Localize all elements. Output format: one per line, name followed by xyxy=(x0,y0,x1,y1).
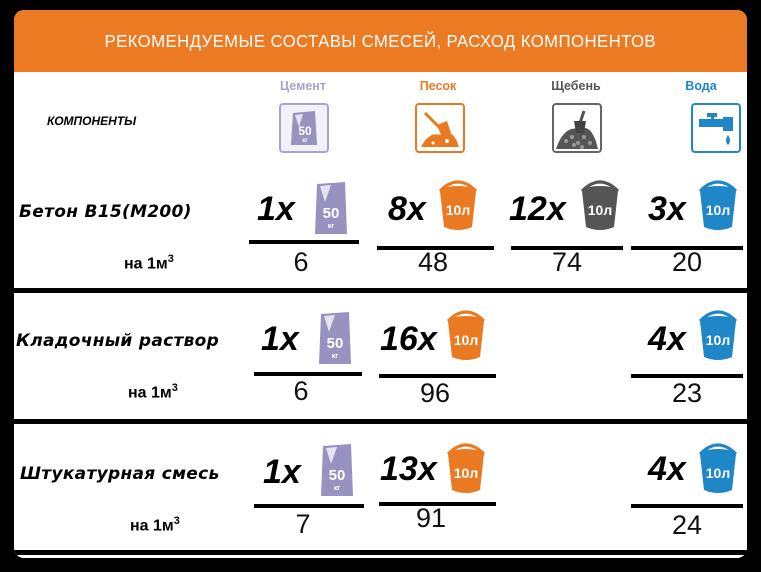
svg-text:50: 50 xyxy=(328,467,346,484)
concrete-sand-value: 48 xyxy=(417,247,449,277)
masonry-sand-mult: 16х xyxy=(380,320,437,358)
sand-shovel-icon xyxy=(415,103,465,153)
plaster-cement-mult: 1х xyxy=(263,453,301,491)
column-title-sand: Песок xyxy=(419,79,457,93)
masonry-cement-mult: 1х xyxy=(261,320,299,358)
cement-icon-unit: кг xyxy=(302,138,308,144)
row-separator xyxy=(14,419,747,424)
cement-bag-icon xyxy=(315,310,355,371)
plaster-water-mult: 4х xyxy=(648,450,686,488)
row-per-label: на $1м^3$ xyxy=(124,253,174,273)
masonry-water-mult: 4х xyxy=(648,320,686,358)
svg-text:кг: кг xyxy=(331,353,339,360)
header-title: РЕКОМЕНДУЕМЫЕ СОСТАВЫ СМЕСЕЙ, РАСХОД КОМПОНЕНТОВ xyxy=(104,30,657,51)
column-title-gravel: Щебень xyxy=(551,79,601,93)
concrete-water-mult: 3х xyxy=(648,190,686,228)
svg-text:10л: 10л xyxy=(453,465,479,481)
components-label: КОМПОНЕНТЫ xyxy=(47,114,137,128)
plaster-cement-value: 7 xyxy=(295,509,311,539)
svg-text:10л: 10л xyxy=(587,202,613,218)
svg-text:10л: 10л xyxy=(705,465,731,481)
concrete-cement-value: 6 xyxy=(293,247,309,277)
svg-text:кг: кг xyxy=(327,223,335,230)
svg-text:10л: 10л xyxy=(445,202,471,218)
plaster-cement-underline xyxy=(254,504,364,508)
masonry-cement-value: 6 xyxy=(293,376,309,406)
plaster-sand-mult: 13х xyxy=(380,450,437,488)
svg-text:10л: 10л xyxy=(705,202,731,218)
sand-bucket-icon xyxy=(442,440,490,501)
plaster-water-value: 24 xyxy=(671,510,703,540)
water-bucket-icon xyxy=(694,440,742,501)
row-per-label: на $1м^3$ xyxy=(130,515,180,535)
cement-bag-icon xyxy=(311,180,351,241)
concrete-cement-underline xyxy=(249,240,359,244)
row-separator xyxy=(14,288,747,293)
row-name-concrete: Бетон В15(М200) xyxy=(19,202,192,222)
gravel-shovel-icon xyxy=(552,103,602,153)
concrete-cement-mult: 1х xyxy=(257,190,295,228)
concrete-sand-mult: 8х xyxy=(388,190,426,228)
masonry-sand-value: 96 xyxy=(419,378,451,408)
gravel-bucket-icon xyxy=(576,177,624,238)
plaster-sand-value: 91 xyxy=(415,503,447,533)
svg-text:10л: 10л xyxy=(705,332,731,348)
concrete-gravel-mult: 12х xyxy=(509,190,566,228)
water-tap-icon xyxy=(691,103,741,153)
row-separator xyxy=(14,550,747,555)
cement-bag-icon xyxy=(279,103,329,153)
row-name-masonry: Кладочный раствор xyxy=(16,331,220,351)
svg-text:50: 50 xyxy=(322,205,340,222)
water-bucket-icon xyxy=(694,177,742,238)
sand-bucket-icon xyxy=(434,177,482,238)
svg-text:10л: 10л xyxy=(453,332,479,348)
cement-icon-weight: 50 xyxy=(298,124,312,138)
row-per-label: на $1м^3$ xyxy=(128,382,178,402)
sand-bucket-icon xyxy=(442,307,490,368)
column-title-cement: Цемент xyxy=(280,79,326,93)
water-bucket-icon xyxy=(694,307,742,368)
plaster-water-underline xyxy=(631,504,743,508)
concrete-water-value: 20 xyxy=(671,247,703,277)
row-name-plaster: Штукатурная смесь xyxy=(20,464,220,484)
concrete-gravel-value: 74 xyxy=(551,247,583,277)
header-banner xyxy=(14,10,747,72)
svg-text:50: 50 xyxy=(326,335,344,352)
mix-table-card xyxy=(14,10,747,558)
masonry-water-value: 23 xyxy=(671,378,703,408)
svg-text:кг: кг xyxy=(333,485,341,492)
column-title-water: Вода xyxy=(685,79,717,93)
cement-bag-icon xyxy=(317,442,357,503)
